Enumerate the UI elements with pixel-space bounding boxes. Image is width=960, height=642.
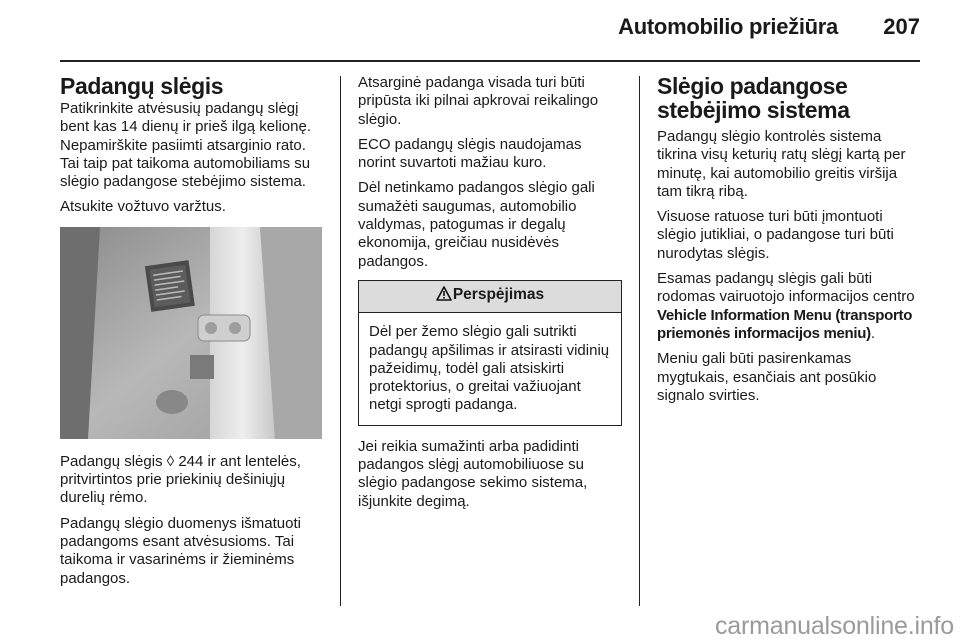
paragraph: Patikrinkite atvėsusių padangų slėgį bent kas 14 dienų ir prieš ilgą kelionę. Nepamirškite pasiimti atsarginio rato. Tai taip pat taikoma automobiliams su slėgio padangose stebėjimo sistema. (60, 100, 311, 191)
warning-triangle-icon (436, 286, 452, 306)
section-heading-tpms: Slėgio padangose stebėjimo sistema (657, 73, 850, 123)
paragraph: Padangų slėgis ◊ 244 ir ant lentelės, pritvirtintos prie priekinių dešiniųjų durelių rėmo. (60, 452, 301, 507)
paragraph: Atsarginė padanga visada turi būti pripūsta iki pilnai apkrovai reikalingo slėgio. (358, 74, 599, 128)
column-divider (639, 76, 640, 606)
watermark: carmanualsonline.info (714, 612, 954, 640)
paragraph: Atsukite vožtuvo varžtus. (60, 198, 226, 216)
header-divider (60, 60, 920, 62)
column-right (657, 74, 923, 412)
warning-box (358, 280, 622, 426)
column-middle (358, 74, 622, 518)
page-ref-icon: ◊ (166, 452, 175, 470)
menu-name: Vehicle Information Menu (transporto priemonės informacijos meniu) (657, 306, 913, 342)
section-heading-tire-pressure: Padangų slėgis (60, 73, 224, 99)
warning-title: Perspėjimas (452, 285, 545, 303)
page-number: 207 (883, 14, 920, 39)
paragraph: Dėl netinkamo padangos slėgio gali sumažėti saugumas, automobilio valdymas, patogumas ir degalų ekonomija, greičiau nusidėvės padangos. (358, 179, 595, 270)
warning-text: Dėl per žemo slėgio gali sutrikti padangų apšilimas ir atsirasti vidinių pažeidimų, todėl gali atsiskirti protektorius, o greitai važiuojant netgi sprogti padanga. (369, 323, 610, 414)
paragraph: ECO padangų slėgis naudojamas norint suvartoti mažiau kuro. (358, 135, 582, 172)
door-frame-photo (60, 227, 322, 439)
column-divider (340, 76, 341, 606)
paragraph: Jei reikia sumažinti arba padidinti padangos slėgį automobiliuose su slėgio padangose sekimo sistema, išjunkite degimą. (358, 437, 588, 510)
paragraph: Padangų slėgio kontrolės sistema tikrina visų keturių ratų slėgį kartą per minutę, kai automobilio greitis viršija tam tikrą ribą. (657, 128, 906, 200)
paragraph: Visuose ratuose turi būti įmontuoti slėgio jutikliai, o padangose turi būti nurodytas slėgis. (657, 208, 894, 262)
column-left (60, 74, 328, 595)
paragraph: Meniu gali būti pasirenkamas mygtukais, esančiais ant posūkio signalo svirties. (657, 350, 877, 404)
running-header-title: Automobilio priežiūra (618, 14, 838, 39)
warning-header (359, 281, 621, 313)
paragraph: Padangų slėgio duomenys išmatuoti padangoms esant atvėsusioms. Tai taikoma ir vasarinėms ir žieminėms padangos. (60, 514, 301, 587)
paragraph: Esamas padangų slėgis gali būti rodomas vairuotojo informacijos centro Vehicle Information Menu (transporto priemonės informacijos meniu). (657, 270, 915, 342)
